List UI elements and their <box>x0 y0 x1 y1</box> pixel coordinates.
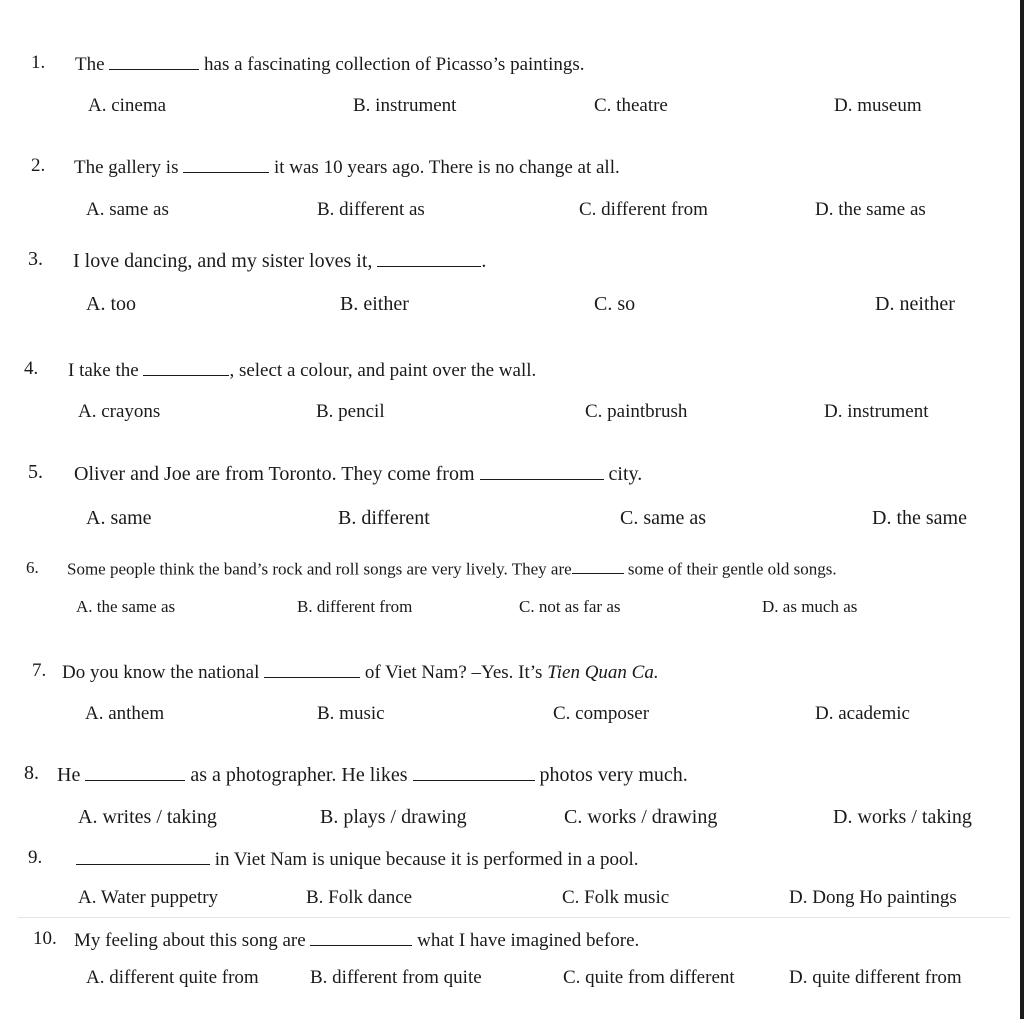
option-c[interactable]: C. same as <box>620 507 707 529</box>
answer-blank <box>143 358 229 376</box>
answer-blank-1 <box>85 762 185 781</box>
option-d[interactable]: D. as much as <box>762 597 858 616</box>
answer-blank <box>310 928 412 946</box>
option-d[interactable]: D. instrument <box>824 401 929 422</box>
option-d[interactable]: D. the same <box>872 507 967 529</box>
question-stem <box>73 248 486 273</box>
option-d[interactable]: D. works / taking <box>833 806 972 828</box>
stem-text: it was 10 years ago. There is no change at all. <box>273 157 620 179</box>
answer-blank <box>264 660 360 678</box>
option-b[interactable]: B. different from quite <box>310 967 482 988</box>
option-c[interactable]: C. different from <box>579 199 708 220</box>
answer-blank-2 <box>413 762 535 781</box>
stem-text: has a fascinating collection of Picasso’s paintings. <box>204 54 585 76</box>
option-c[interactable]: C. so <box>594 293 636 315</box>
stem-text: Some people think the band’s rock and roll songs are very lively. They are <box>67 559 572 579</box>
stem-text: The gallery is <box>74 157 179 179</box>
stem-text: what I have imagined before. <box>417 930 640 952</box>
option-a[interactable]: A. Water puppetry <box>78 887 219 908</box>
option-b[interactable]: B. instrument <box>353 95 457 116</box>
stem-italic-text: Tien Quan Ca. <box>547 662 659 684</box>
question-stem <box>67 558 837 579</box>
stem-text: Oliver and Joe are from Toronto. They come from <box>74 463 475 485</box>
stem-text: He <box>57 764 81 786</box>
option-a[interactable]: A. the same as <box>76 597 176 616</box>
stem-text: in Viet Nam is unique because it is performed in a pool. <box>214 849 639 871</box>
option-c[interactable]: C. composer <box>553 703 650 724</box>
stem-text: I take the <box>68 360 139 382</box>
stem-text: . <box>481 250 487 272</box>
option-b[interactable]: B. different from <box>297 597 413 616</box>
option-b[interactable]: B. music <box>317 703 385 724</box>
option-a[interactable]: A. writes / taking <box>78 806 217 828</box>
stem-text: city. <box>608 463 643 485</box>
option-a[interactable]: A. crayons <box>78 401 161 422</box>
question-stem <box>62 660 659 684</box>
question-number: 10. <box>33 928 57 949</box>
option-d[interactable]: D. Dong Ho paintings <box>789 887 957 908</box>
stem-text: My feeling about this song are <box>74 930 306 952</box>
option-b[interactable]: B. pencil <box>316 401 385 422</box>
option-a[interactable]: A. too <box>86 293 136 315</box>
option-c[interactable]: C. quite from different <box>563 967 735 988</box>
stem-text: , select a colour, and paint over the wall. <box>229 360 537 382</box>
separator-line <box>18 917 1010 918</box>
stem-text: Do you know the national <box>62 662 260 684</box>
question-stem <box>57 762 688 787</box>
option-a[interactable]: A. anthem <box>85 703 165 724</box>
stem-text: as a photographer. He likes <box>190 764 408 786</box>
option-c[interactable]: C. Folk music <box>562 887 670 908</box>
question-number: 3. <box>28 248 43 270</box>
question-number: 4. <box>24 358 39 379</box>
stem-text: I love dancing, and my sister loves it, <box>73 250 373 272</box>
option-c[interactable]: C. theatre <box>594 95 668 116</box>
option-a[interactable]: A. different quite from <box>86 967 259 988</box>
question-stem <box>74 928 639 952</box>
answer-blank <box>480 461 604 480</box>
option-d[interactable]: D. the same as <box>815 199 926 220</box>
answer-blank <box>183 155 269 173</box>
option-b[interactable]: B. different as <box>317 199 425 220</box>
option-b[interactable]: B. plays / drawing <box>320 806 467 828</box>
question-number: 8. <box>24 762 39 784</box>
stem-text: The <box>75 54 105 76</box>
stem-text: some of their gentle old songs. <box>627 559 837 579</box>
question-number: 6. <box>26 558 39 577</box>
option-c[interactable]: C. works / drawing <box>564 806 718 828</box>
answer-blank <box>377 248 481 267</box>
question-stem <box>76 847 639 871</box>
option-d[interactable]: D. academic <box>815 703 910 724</box>
question-number: 2. <box>31 155 46 176</box>
option-c[interactable]: C. not as far as <box>519 597 621 616</box>
answer-blank <box>572 558 624 574</box>
option-d[interactable]: D. museum <box>834 95 922 116</box>
option-b[interactable]: B. different <box>338 507 430 529</box>
option-a[interactable]: A. cinema <box>88 95 167 116</box>
question-stem <box>74 461 642 486</box>
option-b[interactable]: B. either <box>340 293 409 315</box>
answer-blank <box>76 847 210 865</box>
page-right-border <box>1020 0 1024 1019</box>
option-d[interactable]: D. neither <box>875 293 955 315</box>
option-a[interactable]: A. same <box>86 507 152 529</box>
option-b[interactable]: B. Folk dance <box>306 887 413 908</box>
question-number: 1. <box>31 52 46 73</box>
stem-text: photos very much. <box>539 764 688 786</box>
option-c[interactable]: C. paintbrush <box>585 401 688 422</box>
option-d[interactable]: D. quite different from <box>789 967 962 988</box>
question-number: 5. <box>28 461 43 483</box>
question-stem <box>74 155 620 179</box>
stem-text: of Viet Nam? –Yes. It’s <box>364 662 543 684</box>
question-number: 9. <box>28 847 43 868</box>
question-number: 7. <box>32 660 47 681</box>
option-a[interactable]: A. same as <box>86 199 169 220</box>
question-stem <box>68 358 536 382</box>
